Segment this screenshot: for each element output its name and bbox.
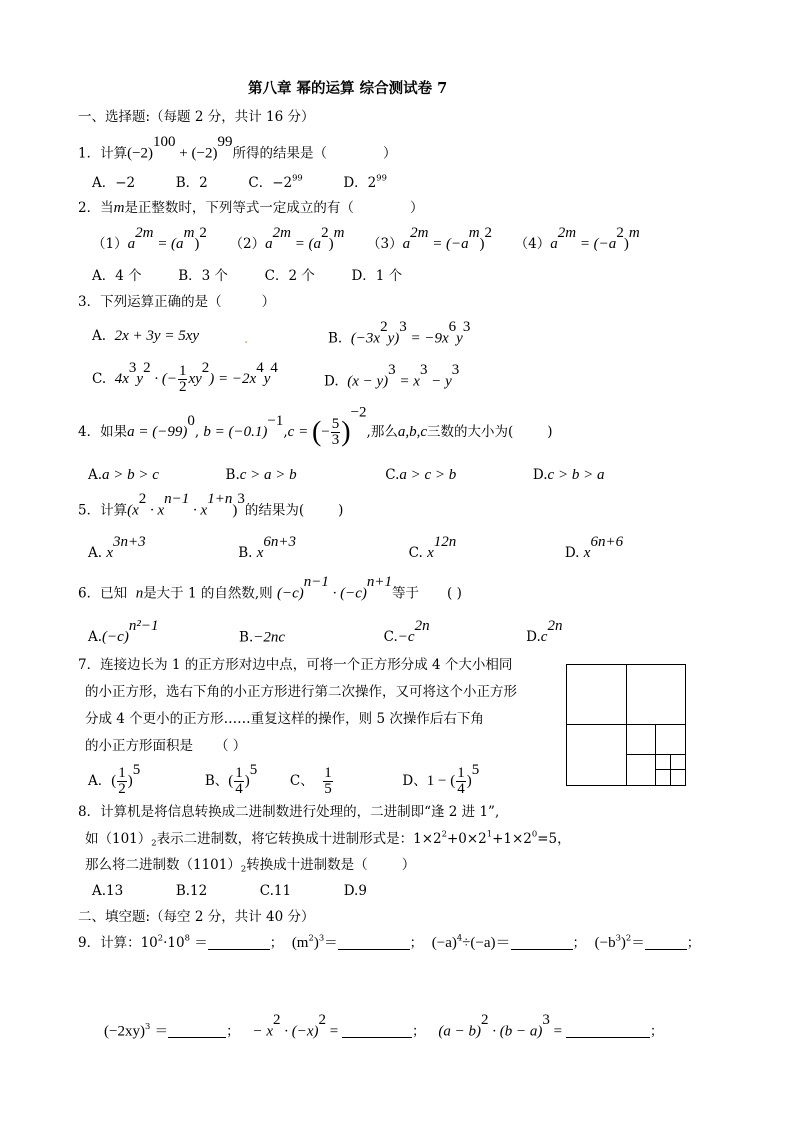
question-7-line-3: 分成 4 个更小的正方形……重复这样的操作，则 5 次操作后右下角 (85, 711, 484, 727)
question-7-line-1: 7．连接边长为 1 的正方形对边中点，可将一个正方形分成 4 个大小相同 (78, 657, 513, 673)
option-d[interactable]: D. $x^{6n+6}$ (564, 534, 624, 562)
question-2-options (92, 267, 402, 285)
question-2: 2．当m是正整数时，下列等式一定成立的有（ ） (78, 200, 424, 216)
statement-1: $(1)a^{2m} = (a^m)^2$ (92, 225, 207, 253)
question-3-option-c[interactable]: C. $4x^3y^2$ · (− $\frac{1}{2}$ $xy^2) = -2x^4y^4$ (92, 359, 278, 395)
question-7-line-2: 的小正方形，选右下角的小正方形进行第二次操作，又可将这个小正方形 (85, 684, 517, 700)
section-heading-fill-in: 二、填空题:（每空 2 分，共计 40 分） (78, 909, 315, 925)
option-b[interactable]: B．2 (175, 175, 208, 191)
option-d[interactable]: D.c > b > a (532, 467, 605, 483)
option-d[interactable]: D、1 − ( $\frac{1}{4}$ )$^5$ (402, 761, 480, 797)
option-a[interactable]: A.a > b > c (88, 467, 159, 483)
question-9-line-2: $(-2xy)^3$ ＝ ； − $x^2 \cdot (-x)^2$ = ； $(a - b)^2 \cdot (b - a)^3$ = ； (104, 1012, 664, 1040)
question-3-option-b[interactable]: B. $(-3x^2y)^3 = -9x^6y^3$ (328, 319, 471, 347)
option-c[interactable]: C.a > c > b (385, 467, 457, 483)
question-4: 4．如果$a = (-99)^0$, $b = (-0.1)^{-1},c$ = (− $\frac{5}{3}$ )$^{-2}$,那么a,b,c三数的大小为( ) (78, 404, 553, 448)
option-b[interactable]: B. $x^{6n+3}$ (238, 534, 297, 562)
option-b[interactable]: B.12 (175, 883, 208, 899)
option-c[interactable]: C. $x^{12n}$ (408, 534, 457, 562)
question-8-line-1: 8．计算机是将信息转换成二进制数进行处理的，二进制即“逢 2 进 1”, (78, 804, 500, 820)
question-8-line-3: 那么将二进制数$(1101)_2$转换成十进制数是（ ） (85, 857, 416, 874)
statement-3: $(3)a^{2m} = (-a^m)^2$ (367, 225, 493, 253)
option-a[interactable]: A．−2 (92, 175, 136, 191)
option-c[interactable]: $C.-c^{2n}$ (383, 618, 430, 646)
question-5: 5．计算$(x^2 \cdot x^{n-1} \cdot x^{1+n})^3$的结果为( ) (78, 491, 344, 519)
question-3-option-d[interactable]: D. $(x - y)^3 = x^3 - y^3$ (324, 362, 460, 390)
stray-dot: . (244, 331, 249, 347)
option-c[interactable]: C．2 个 (264, 268, 315, 284)
option-a[interactable]: A. $x^{3n+3}$ (88, 534, 146, 562)
option-b[interactable]: B.−2nc (239, 629, 286, 646)
question-1: 1．计算$(-2)^{100} + (-2)^{99}$所得的结果是（ ） (78, 134, 397, 162)
answer-blank-3[interactable] (511, 935, 573, 950)
question-2-statements (92, 225, 640, 253)
question-8-options (92, 882, 367, 900)
question-1-options (92, 174, 387, 192)
question-3: 3．下列运算正确的是（ ） (78, 294, 276, 310)
option-a[interactable]: A．( $\frac{1}{2}$ )$^5$ (88, 761, 141, 797)
page-title: 第八章 幂的运算 综合测试卷 7 (248, 80, 448, 97)
answer-blank-2[interactable] (338, 935, 410, 950)
question-6: 6．已知 n是大于 1 的自然数,则 $(-c)^{n-1} \cdot (-c)^{n+1}$等于 ( ) (78, 574, 462, 602)
option-c[interactable]: C．$-2^{99}$ (248, 172, 303, 191)
question-7-options (88, 761, 480, 798)
option-b[interactable]: B．3 个 (178, 268, 229, 284)
option-a[interactable]: $A.(-c)^{n^2-1}$ (88, 618, 159, 646)
option-a[interactable]: A.13 (92, 883, 124, 899)
option-c[interactable]: C.11 (259, 883, 292, 899)
option-a[interactable]: A．4 个 (92, 268, 142, 284)
question-4-options (88, 466, 604, 484)
option-b[interactable]: B、( $\frac{1}{4}$ )$^5$ (204, 761, 258, 797)
square-subdivision-figure (566, 664, 686, 786)
option-d[interactable]: $D.c^{2n}$ (526, 618, 563, 646)
option-b[interactable]: B.c > a > b (225, 467, 297, 483)
option-d[interactable]: D．1 个 (351, 268, 403, 284)
question-8-line-2: 如$(101)_2$表示二进制数，将它转换成十进制形式是：$1\times 2^2+0\times 2^1+1\times 2^0=5$， (85, 828, 571, 848)
section-heading-choice: 一、选择题:（每题 2 分，共计 16 分） (78, 109, 315, 125)
answer-blank-5[interactable] (168, 1023, 226, 1038)
question-7-line-4: 的小正方形面积是 （ ） (85, 738, 247, 754)
question-5-options (88, 534, 624, 562)
answer-blank-6[interactable] (342, 1023, 412, 1038)
question-9-line-1: 9．计算：$10^2\cdot 10^8$ ＝ ； $(m^2)^3=$ ； $(-a)^4\div(-a)=$ ； $(-b^3)^2=$ ； (78, 932, 701, 951)
statement-2: $(2)a^{2m} = (a^2)^m$ (229, 225, 345, 253)
answer-blank-7[interactable] (566, 1023, 650, 1038)
statement-4: $(4)a^{2m} = (-a^2)^m$ (514, 225, 640, 253)
answer-blank-1[interactable] (208, 935, 270, 950)
question-3-option-a[interactable]: A. 2x + 3y = 5xy (92, 328, 200, 344)
option-d[interactable]: D.9 (343, 883, 367, 899)
option-d[interactable]: D．$2^{99}$ (343, 172, 387, 191)
answer-blank-4[interactable] (645, 935, 687, 950)
question-6-options (88, 618, 563, 646)
option-c[interactable]: C、 $\frac{1}{5}$ (289, 765, 332, 797)
